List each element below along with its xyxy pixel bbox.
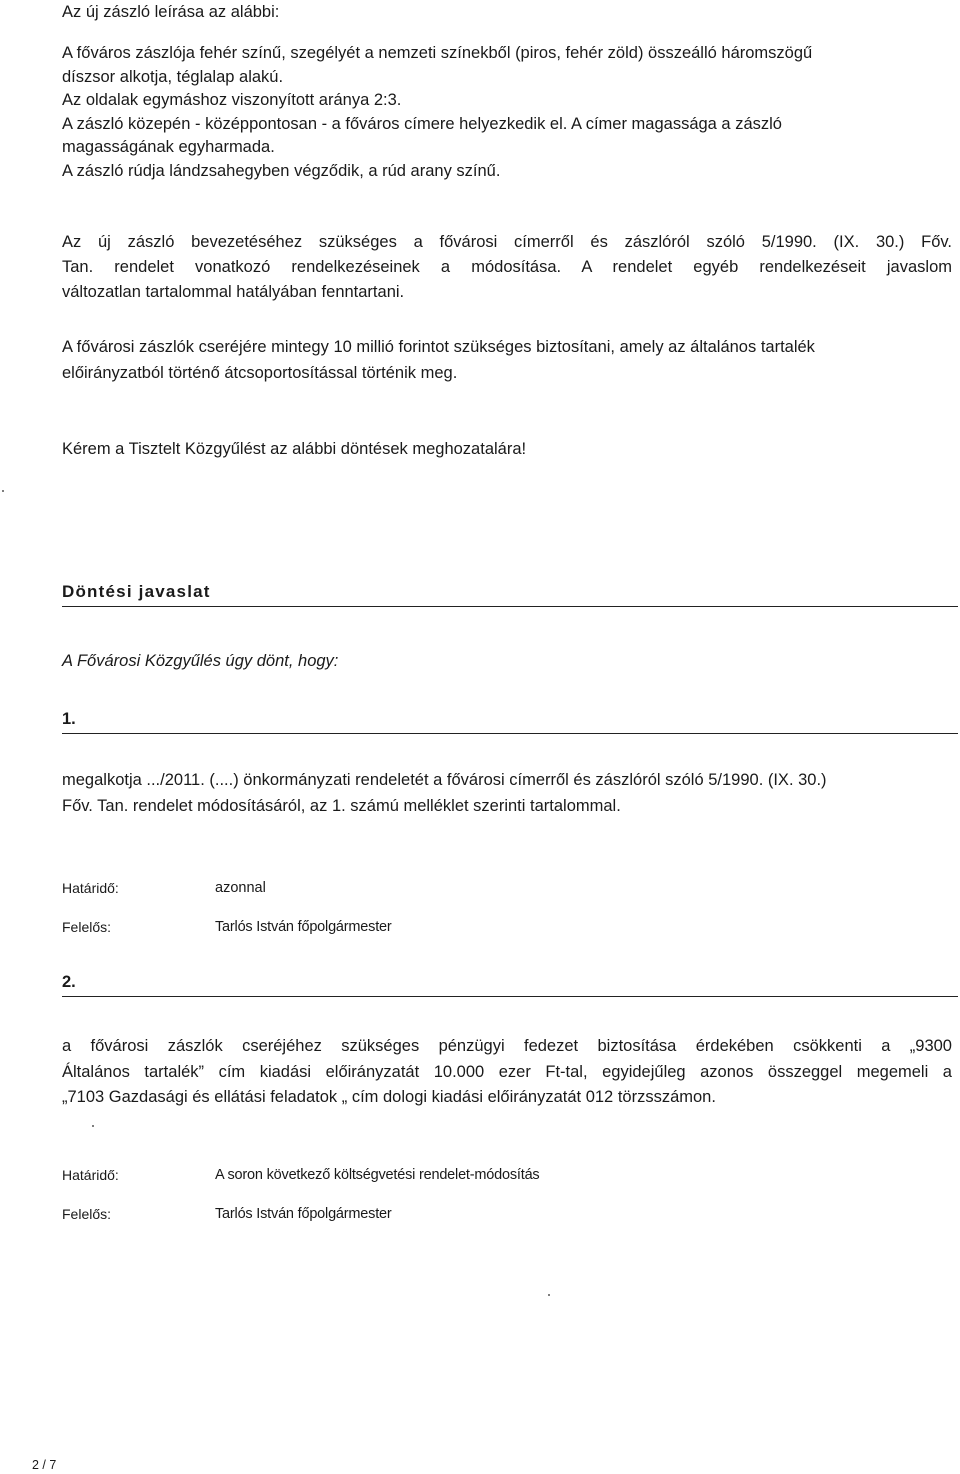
scan-speck	[2, 490, 4, 492]
responsible-label: Felelős:	[62, 1206, 112, 1222]
text-line: Az új zászló bevezetéséhez szükséges a fővárosi címerről és zászlóról szóló 5/1990. (IX. 30.) Főv.	[62, 233, 952, 251]
text-line: magasságának egyharmada.	[62, 138, 275, 156]
text-line: a fővárosi zászlók cseréjéhez szükséges pénzügyi fedezet biztosítása érdekében csökkenti a „9300	[62, 1037, 952, 1055]
decision-text	[62, 1034, 952, 1111]
text-line: előirányzatból történő átcsoportosítással történik meg.	[62, 364, 458, 382]
decision-number: 2.	[62, 973, 76, 991]
decision-rule	[62, 996, 958, 997]
text-line: A zászló közepén - középpontosan - a főváros címere helyezkedik el. A címer magassága a zászló	[62, 114, 782, 133]
scan-speck	[548, 1294, 550, 1296]
responsible-label: Felelős:	[62, 919, 112, 935]
text-line: díszsor alkotja, téglalap alakú.	[62, 67, 284, 86]
decision-intro: A Fővárosi Közgyűlés úgy dönt, hogy:	[62, 652, 339, 670]
text-line: változatlan tartalommal hatályában fenntartani.	[62, 283, 405, 301]
text-line: A fővárosi zászlók cseréjére mintegy 10 millió forintot szükséges biztosítani, amely az általános tartalék	[62, 338, 815, 356]
funding-paragraph	[62, 334, 952, 386]
page-number: 2 / 7	[32, 1458, 57, 1472]
text-line: Főv. Tan. rendelet módosításáról, az 1. számú melléklet szerinti tartalommal.	[62, 797, 621, 815]
decision-text	[62, 767, 952, 819]
scan-speck	[92, 1125, 94, 1127]
flag-description	[62, 42, 952, 183]
text-line: A zászló rúdja lándzsahegyben végződik, a rúd arany színű.	[62, 161, 501, 180]
text-line: Az oldalak egymáshoz viszonyított aránya 2:3.	[62, 91, 402, 109]
deadline-label: Határidő:	[62, 880, 119, 896]
section-title: Az új zászló leírása az alábbi:	[62, 3, 280, 21]
decision-heading: Döntési javaslat	[62, 582, 211, 601]
deadline-value: azonnal	[215, 880, 266, 896]
request-sentence: Kérem a Tisztelt Közgyűlést az alábbi döntések meghozatalára!	[62, 440, 527, 458]
text-line: A főváros zászlója fehér színű, szegélyét a nemzeti színekből (piros, fehér zöld) összeálló háromszögű	[62, 44, 813, 62]
text-line: „7103 Gazdasági és ellátási feladatok „ cím dologi kiadási előirányzatát 012 törzsszámon.	[62, 1088, 716, 1106]
decision-number: 1.	[62, 710, 76, 728]
amendment-paragraph	[62, 230, 952, 305]
text-line: Általános tartalék” cím kiadási előirányzatát 10.000 ezer Ft-tal, egyidejűleg azonos összeggel megemeli a	[62, 1062, 952, 1081]
text-line: megalkotja .../2011. (....) önkormányzati rendeletét a fővárosi címerről és zászlóról szóló 5/1990. (IX. 30.)	[62, 771, 827, 789]
deadline-value: A soron következő költségvetési rendelet-módosítás	[215, 1167, 540, 1183]
heading-rule	[62, 606, 958, 607]
text-line: Tan. rendelet vonatkozó rendelkezéseinek a módosítása. A rendelet egyéb rendelkezéseit javaslom	[62, 258, 952, 276]
responsible-value: Tarlós István főpolgármester	[215, 919, 392, 935]
decision-rule	[62, 733, 958, 734]
responsible-value: Tarlós István főpolgármester	[215, 1206, 392, 1222]
deadline-label: Határidő:	[62, 1167, 119, 1183]
